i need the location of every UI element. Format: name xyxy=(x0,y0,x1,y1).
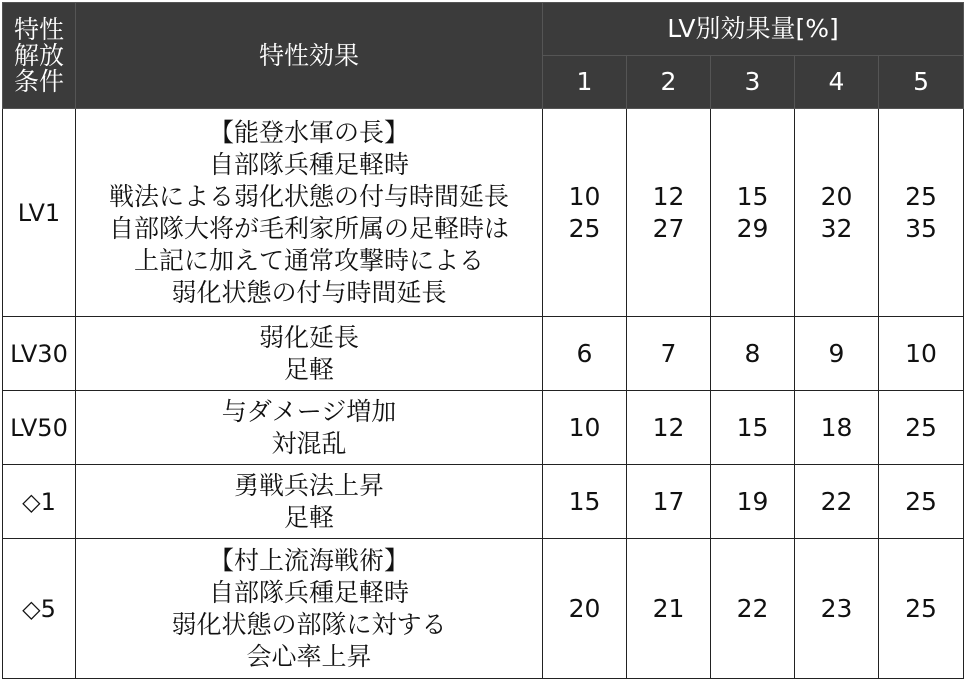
unlock-condition-cell: LV1 xyxy=(3,109,76,317)
level-value-cell: 20 xyxy=(543,539,627,679)
level-value-cell: 18 xyxy=(795,391,879,465)
header-trait-effect: 特性効果 xyxy=(76,3,543,109)
trait-effect-cell: 【村上流海戦術】 自部隊兵種足軽時 弱化状態の部隊に対する 会心率上昇 xyxy=(76,539,543,679)
trait-effect-cell: 弱化延長 足軽 xyxy=(76,317,543,391)
trait-effect-cell: 勇戦兵法上昇 足軽 xyxy=(76,465,543,539)
header-level-amount: LV別効果量[%] xyxy=(543,3,964,56)
header-level-2: 2 xyxy=(627,56,711,109)
table-row xyxy=(3,391,964,465)
level-value-cell: 12 27 xyxy=(627,109,711,317)
header-level-5: 5 xyxy=(879,56,964,109)
trait-effect-table xyxy=(2,2,964,679)
level-value-cell: 21 xyxy=(627,539,711,679)
level-value-cell: 22 xyxy=(711,539,795,679)
level-value-cell: 10 25 xyxy=(543,109,627,317)
level-value-cell: 6 xyxy=(543,317,627,391)
unlock-condition-cell: LV30 xyxy=(3,317,76,391)
level-value-cell: 7 xyxy=(627,317,711,391)
level-value-cell: 15 xyxy=(711,391,795,465)
unlock-condition-cell: LV50 xyxy=(3,391,76,465)
level-value-cell: 23 xyxy=(795,539,879,679)
level-value-cell: 12 xyxy=(627,391,711,465)
level-value-cell: 22 xyxy=(795,465,879,539)
level-value-cell: 15 29 xyxy=(711,109,795,317)
level-value-cell: 25 xyxy=(879,465,964,539)
table-row xyxy=(3,109,964,317)
level-value-cell: 10 xyxy=(543,391,627,465)
level-value-cell: 25 35 xyxy=(879,109,964,317)
level-value-cell: 15 xyxy=(543,465,627,539)
unlock-condition-cell: ◇1 xyxy=(3,465,76,539)
trait-effect-cell: 【能登水軍の長】 自部隊兵種足軽時 戦法による弱化状態の付与時間延長 自部隊大将が毛利家所属の足軽時は 上記に加えて通常攻撃時による 弱化状態の付与時間延長 xyxy=(76,109,543,317)
header-level-3: 3 xyxy=(711,56,795,109)
unlock-condition-cell: ◇5 xyxy=(3,539,76,679)
level-value-cell: 25 xyxy=(879,391,964,465)
table-row xyxy=(3,465,964,539)
header-level-4: 4 xyxy=(795,56,879,109)
level-value-cell: 8 xyxy=(711,317,795,391)
level-value-cell: 17 xyxy=(627,465,711,539)
table-row xyxy=(3,539,964,679)
trait-effect-cell: 与ダメージ増加 対混乱 xyxy=(76,391,543,465)
level-value-cell: 25 xyxy=(879,539,964,679)
header-unlock-condition: 特性 解放 条件 xyxy=(3,3,76,109)
level-value-cell: 10 xyxy=(879,317,964,391)
level-value-cell: 20 32 xyxy=(795,109,879,317)
level-value-cell: 19 xyxy=(711,465,795,539)
table-row xyxy=(3,317,964,391)
header-level-1: 1 xyxy=(543,56,627,109)
level-value-cell: 9 xyxy=(795,317,879,391)
